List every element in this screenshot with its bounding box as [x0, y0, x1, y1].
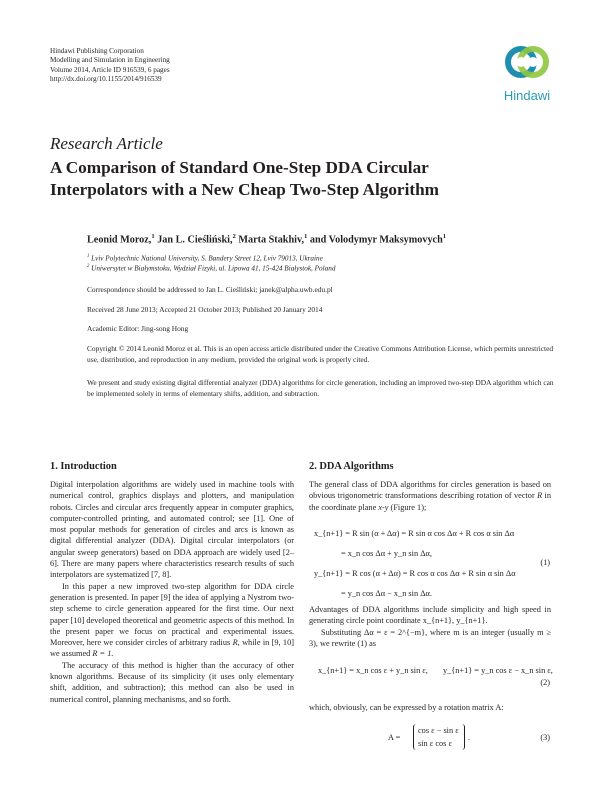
equation-2 — [318, 665, 553, 689]
abstract: We present and study existing digital differential analyzer (DDA) algorithms for circle generation, including an improved two-step DDA algorithm which can be implemented solely in terms of elementary shifts, addition, and subtraction. — [87, 378, 554, 398]
journal-name: Modelling and Simulation in Engineering — [50, 56, 170, 65]
doi-link[interactable]: http://dx.doi.org/10.1155/2014/916539 — [50, 75, 162, 84]
author-list: Leonid Moroz,$^1$ Jan L. Cieśliński,$^2$ Marta Stakhiv,$^1$ and Volodymyr Maksymovych$^1$ — [87, 233, 447, 246]
logo-text: Hindawi — [503, 88, 551, 103]
author: Marta Stakhiv, — [238, 234, 305, 246]
equation-number: (2) — [540, 678, 550, 687]
copyright-notice: Copyright © 2014 Leonid Moroz et al. This is an open access article distributed under the Creative Commons Attribution License, which permits unrestricted use, distribution, and reproduction in any medium, provided the original work is properly cited. — [87, 344, 554, 364]
dda-body-2 — [309, 604, 551, 649]
affiliation-1: $^1$ Lviv Polytechnic National University, S. Bandery Street 12, Lviv 79013, Ukraine — [87, 254, 323, 263]
equation-number: (1) — [540, 558, 550, 567]
academic-editor: Academic Editor: Jing-song Hong — [87, 324, 189, 333]
equation-left: x_{n+1} = x_n cos ε + y_n sin ε, — [318, 666, 428, 675]
hindawi-logo-icon — [497, 42, 557, 88]
equation-line: = x_n cos Δα + y_n sin Δα, — [341, 549, 432, 558]
publisher: Hindawi Publishing Corporation — [50, 47, 144, 55]
author: Jan L. Cieśliński, — [157, 234, 233, 246]
article-title — [50, 157, 570, 201]
dates: Received 28 June 2013; Accepted 21 October 2013; Published 20 January 2014 — [87, 305, 323, 314]
dda-body-3 — [309, 702, 551, 713]
section-heading-dda: 2. DDA Algorithms — [309, 461, 394, 472]
paragraph: In this paper a new improved two-step algorithm for DDA circle generation is presented. In paper [9] the idea of applying a Nystrom two-step scheme to circle generation appeared for the first time. Our next paper [10] developed theoretical and geometric aspects of this method. In the present paper we focus on practical and experimental issues. Moreover, here we consider circles of arbitrary radius R, while in [9, 10] we assumed R = 1. — [50, 581, 294, 659]
equation-3 — [388, 724, 550, 754]
paragraph: which, obviously, can be expressed by a rotation matrix A: — [309, 703, 504, 712]
matrix-row: sin ε cos ε — [418, 739, 452, 748]
title-line-2: Interpolators with a New Cheap Two-Step Algorithm — [50, 180, 439, 199]
paragraph: The accuracy of this method is higher than the accuracy of other known algorithms. Because of its simplicity (it uses only elementary shift, addition, and subtraction); this method can also be used in numerical control, planning mechanisms, and so forth. — [50, 660, 294, 704]
equation-right: y_{n+1} = y_n cos ε − x_n sin ε, — [443, 666, 553, 675]
paragraph: Advantages of DDA algorithms include simplicity and high speed in generating circle point coordinate x_{n+1}, y_{n+1}. — [309, 605, 551, 626]
author: Leonid Moroz, — [87, 234, 152, 246]
paragraph: The general class of DDA algorithms for circles generation is based on obvious trigonometric transformations describing rotation of vector R in the coordinate plane x-y (Figure 1); — [309, 480, 551, 512]
equation-period: . — [468, 733, 471, 742]
title-line-1: A Comparison of Standard One-Step DDA Circular — [50, 158, 429, 177]
matrix-row: cos ε − sin ε — [418, 726, 459, 735]
paragraph: Substituting Δα = ε = 2^{−m}, where m is an integer (usually m ≥ 3), we rewrite (1) as — [309, 627, 551, 648]
volume-line: Volume 2014, Article ID 916539, 6 pages — [50, 65, 170, 74]
equation-lhs: A = — [388, 733, 401, 742]
dda-body — [309, 479, 551, 513]
correspondence: Correspondence should be addressed to Jan L. Cieśliński; janek@alpha.uwb.edu.pl — [87, 285, 333, 294]
introduction-body — [50, 479, 294, 705]
rotation-matrix — [413, 724, 463, 752]
equation-number: (3) — [540, 733, 550, 742]
article-type: Research Article — [50, 134, 163, 153]
equation-line: = y_n cos Δα − x_n sin Δα. — [341, 589, 432, 598]
journal-header — [50, 47, 170, 85]
hindawi-logo — [497, 42, 557, 104]
equation-line: y_{n+1} = R cos (α + Δα) = R cos α cos Δα + R sin α sin Δα — [314, 569, 516, 578]
author: and Volodymyr Maksymovych — [309, 234, 443, 246]
equation-1 — [314, 528, 550, 608]
section-heading-introduction: 1. Introduction — [50, 461, 117, 472]
equation-line: x_{n+1} = R sin (α + Δα) = R sin α cos Δα + R cos α sin Δα — [314, 529, 515, 538]
affiliation-2: $^2$ Uniwersytet w Białymstoku, Wydział Fizyki, ul. Lipowa 41, 15-424 Białystok, Poland — [87, 264, 336, 273]
paragraph: Digital interpolation algorithms are widely used in machine tools with numerical control, graphics displays and plotters, and manipulation robots. Circles and circular arcs frequently appear in computer graphics, computer-controlled printing, and automated control; see [1]. One of most popular methods for generation of circles and arcs is known as digital differential analyzer (DDA). Digital circular interpolators (or angular sweep generators) based on DDA approach are widely used [2–6]. There are many papers where characteristics research results of such interpolators are systematized [7, 8]. — [50, 480, 294, 580]
